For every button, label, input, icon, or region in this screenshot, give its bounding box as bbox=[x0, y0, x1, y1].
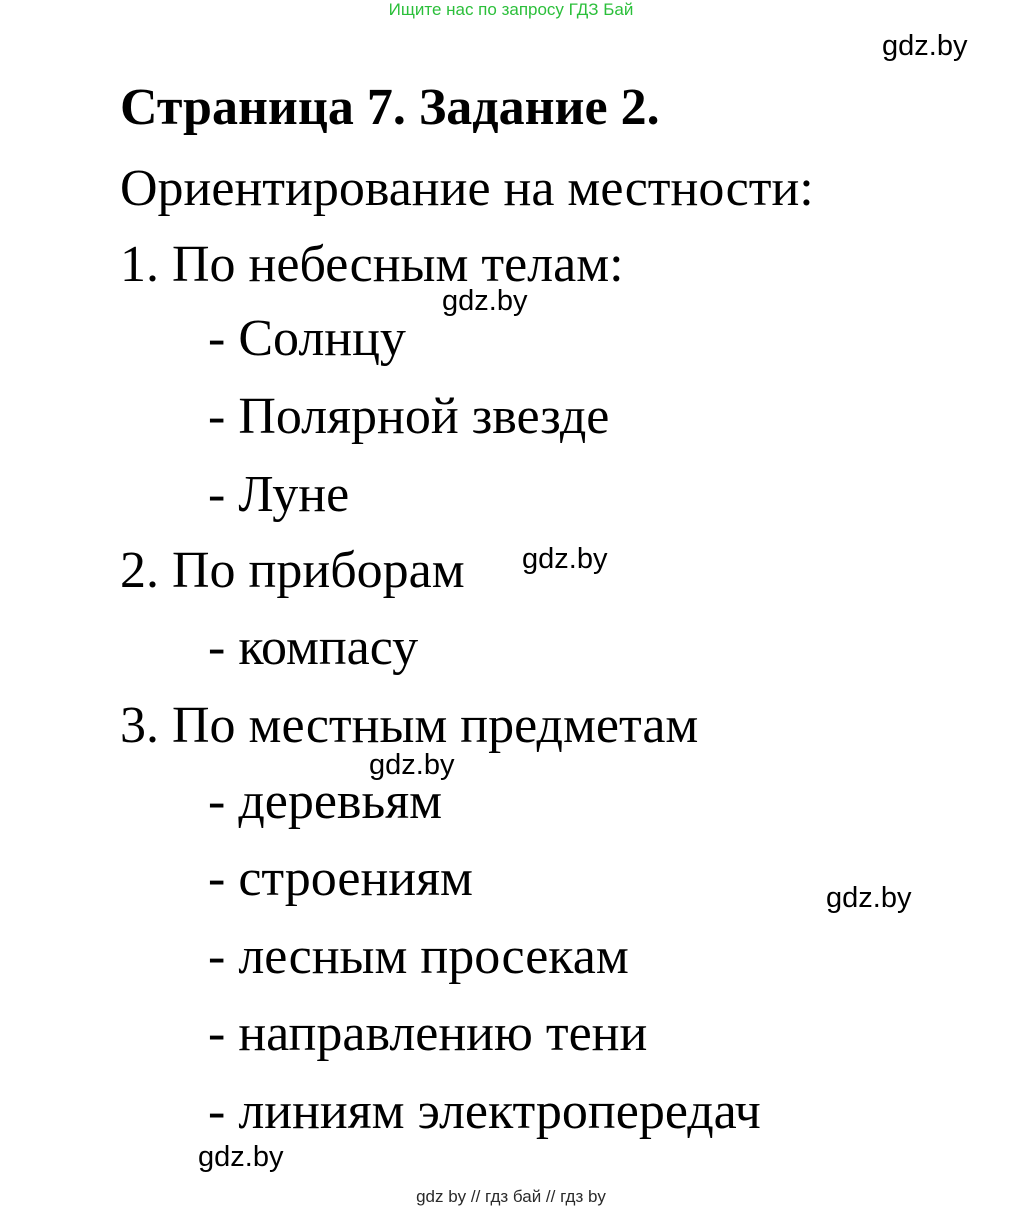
intro-text: Ориентирование на местности: bbox=[120, 160, 814, 217]
list-item: - Луне bbox=[208, 466, 350, 523]
search-hint-link[interactable]: Ищите нас по запросу ГДЗ Бай bbox=[388, 0, 634, 19]
footer-watermark: gdz by // гдз бай // гдз by bbox=[416, 1187, 606, 1206]
list-item: - линиям электропередач bbox=[208, 1083, 761, 1140]
list-item: - направлению тени bbox=[208, 1005, 648, 1062]
watermark: gdz.by bbox=[522, 543, 608, 575]
section-heading-local-objects: 3. По местным предметам bbox=[120, 697, 699, 754]
list-item: - деревьям bbox=[208, 773, 443, 830]
watermark: gdz.by bbox=[369, 749, 455, 781]
watermark: gdz.by bbox=[826, 882, 912, 914]
watermark: gdz.by bbox=[882, 30, 968, 62]
list-item: - компасу bbox=[208, 619, 419, 676]
section-heading-instruments: 2. По приборам bbox=[120, 542, 465, 599]
list-item: - строениям bbox=[208, 850, 473, 907]
list-item: - Полярной звезде bbox=[208, 388, 610, 445]
page-title: Страница 7. Задание 2. bbox=[120, 79, 660, 136]
section-heading-celestial: 1. По небесным телам: bbox=[120, 236, 624, 293]
list-item: - Солнцу bbox=[208, 310, 406, 367]
list-item: - лесным просекам bbox=[208, 928, 629, 985]
watermark: gdz.by bbox=[442, 285, 528, 317]
watermark: gdz.by bbox=[198, 1141, 284, 1173]
